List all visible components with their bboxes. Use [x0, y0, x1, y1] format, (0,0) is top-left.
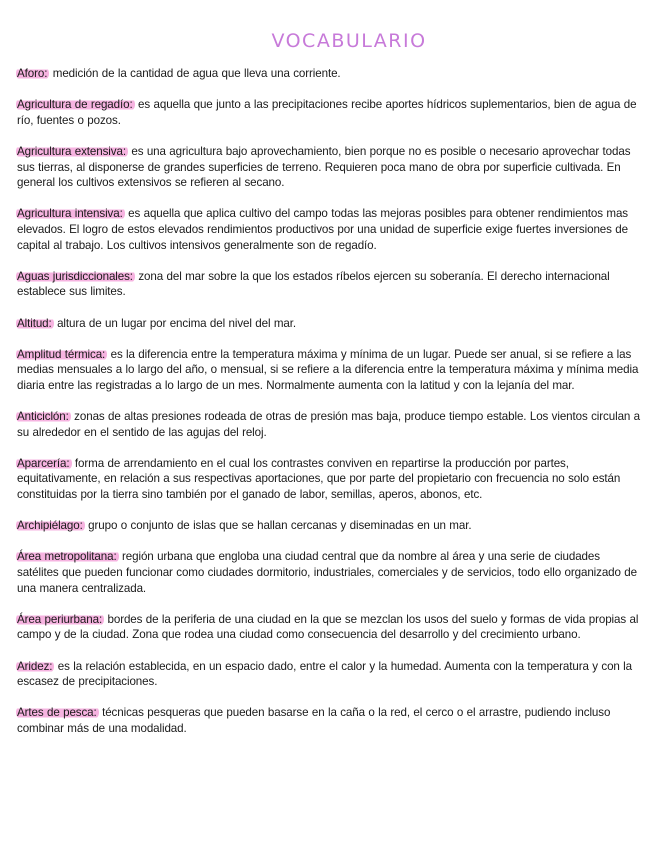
- vocabulary-term: Agricultura extensiva:: [17, 144, 126, 158]
- vocabulary-definition: grupo o conjunto de islas que se hallan cercanas y diseminadas en un mar.: [84, 519, 472, 533]
- vocabulary-term: Área metropolitana:: [17, 550, 117, 564]
- vocabulary-entry: [17, 659, 641, 690]
- vocabulary-entry: [17, 347, 641, 394]
- vocabulary-entry: [17, 206, 641, 253]
- vocabulary-definition: zona del mar sobre la que los estados ríbelos ejercen su soberanía. El derecho internacional establece sus limites.: [17, 269, 610, 299]
- document-page: [17, 28, 641, 752]
- vocabulary-definition: medición de la cantidad de agua que lleva una corriente.: [49, 67, 341, 80]
- vocabulary-list: [17, 66, 641, 737]
- vocabulary-term: Anticiclón:: [17, 410, 69, 424]
- vocabulary-entry: [17, 612, 641, 643]
- vocabulary-term: Agricultura intensiva:: [17, 207, 123, 221]
- vocabulary-definition: altura de un lugar por encima del nivel del mar.: [53, 316, 297, 330]
- vocabulary-term: Aforo:: [17, 67, 48, 80]
- vocabulary-entry: [17, 66, 641, 82]
- vocabulary-entry: [17, 518, 641, 534]
- vocabulary-definition: técnicas pesqueras que pueden basarse en la caña o la red, el cerco o el arrastre, pudiendo incluso combinar más de una modalidad.: [17, 706, 611, 735]
- vocabulary-definition: es aquella que junto a las precipitaciones recibe aportes hídricos suplementarios, bien de agua de río, fuentes o pozos.: [17, 98, 637, 127]
- vocabulary-definition: bordes de la periferia de una ciudad en la que se mezclan los usos del suelo y formas de vida propias al campo y de la ciudad. Zona que rodea una ciudad como consecuencia del desarrollo y del crecimiento urbano.: [17, 612, 639, 642]
- vocabulary-term: Amplitud térmica:: [17, 347, 106, 361]
- vocabulary-term: Altitud:: [17, 316, 52, 330]
- vocabulary-term: Aridez:: [17, 659, 53, 673]
- vocabulary-definition: es aquella que aplica cultivo del campo todas las mejoras posibles para obtener rendimientos mas elevados. El logro de estos elevados rendimientos productivos por una unidad de superficie exige fuertes inversiones de capital al trabajo. Los cultivos intensivos generalmente son de regadío.: [17, 207, 628, 252]
- vocabulary-definition: es la diferencia entre la temperatura máxima y mínima de un lugar. Puede ser anual, si se refiere a las medias mensuales a lo largo del año, o mensual, si se refiere a la diferencia entre la temperatura máxima y mínima media diaria entre las registradas a lo largo de un mes. Normalmente aumenta con la latitud y con la lejanía del mar.: [17, 347, 639, 392]
- vocabulary-term: Artes de pesca:: [17, 706, 97, 720]
- vocabulary-term: Área periurbana:: [17, 612, 103, 626]
- vocabulary-entry: [17, 144, 641, 191]
- page-title: VOCABULARIO: [271, 30, 427, 52]
- vocabulary-definition: forma de arrendamiento en el cual los contrastes conviven en repartirse la producción por partes, equitativamente, en relación a sus respectivas aportaciones, que por parte del propietario con frecuencia no solo están constituidas por la tierra sino también por el ganado de labor, semillas, aperos, abonos, etc.: [17, 456, 621, 502]
- vocabulary-entry: [17, 549, 641, 596]
- vocabulary-entry: [17, 269, 641, 300]
- vocabulary-definition: zonas de altas presiones rodeada de otras de presión mas baja, produce tiempo estable. Los vientos circulan a su alrededor en el sentido de las agujas del reloj.: [17, 410, 641, 439]
- vocabulary-entry: [17, 409, 641, 440]
- vocabulary-term: Aguas jurisdiccionales:: [17, 269, 133, 283]
- vocabulary-definition: región urbana que engloba una ciudad central que da nombre al área y una serie de ciudades satélites que pueden funcionar como ciudades dormitorio, industriales, comerciales y de servicios, todo ello organizado de una manera centralizada.: [17, 550, 637, 595]
- vocabulary-entry: [17, 316, 641, 332]
- vocabulary-definition: es una agricultura bajo aprovechamiento, bien porque no es posible o necesario aprovechar todas sus tierras, al disponerse de grandes superficies de terreno. Requieren poca mano de obra por superficie cultivada. En general los cultivos extensivos se refieren al secano.: [17, 144, 631, 190]
- vocabulary-term: Aparcería:: [17, 456, 70, 470]
- vocabulary-entry: [17, 456, 641, 503]
- vocabulary-term: Agricultura de regadío:: [17, 98, 133, 112]
- vocabulary-definition: es la relación establecida, en un espacio dado, entre el calor y la humedad. Aumenta con la temperatura y con la escasez de precipitaciones.: [17, 659, 633, 689]
- vocabulary-term: Archipiélago:: [17, 519, 83, 533]
- vocabulary-entry: [17, 97, 641, 128]
- vocabulary-entry: [17, 705, 641, 736]
